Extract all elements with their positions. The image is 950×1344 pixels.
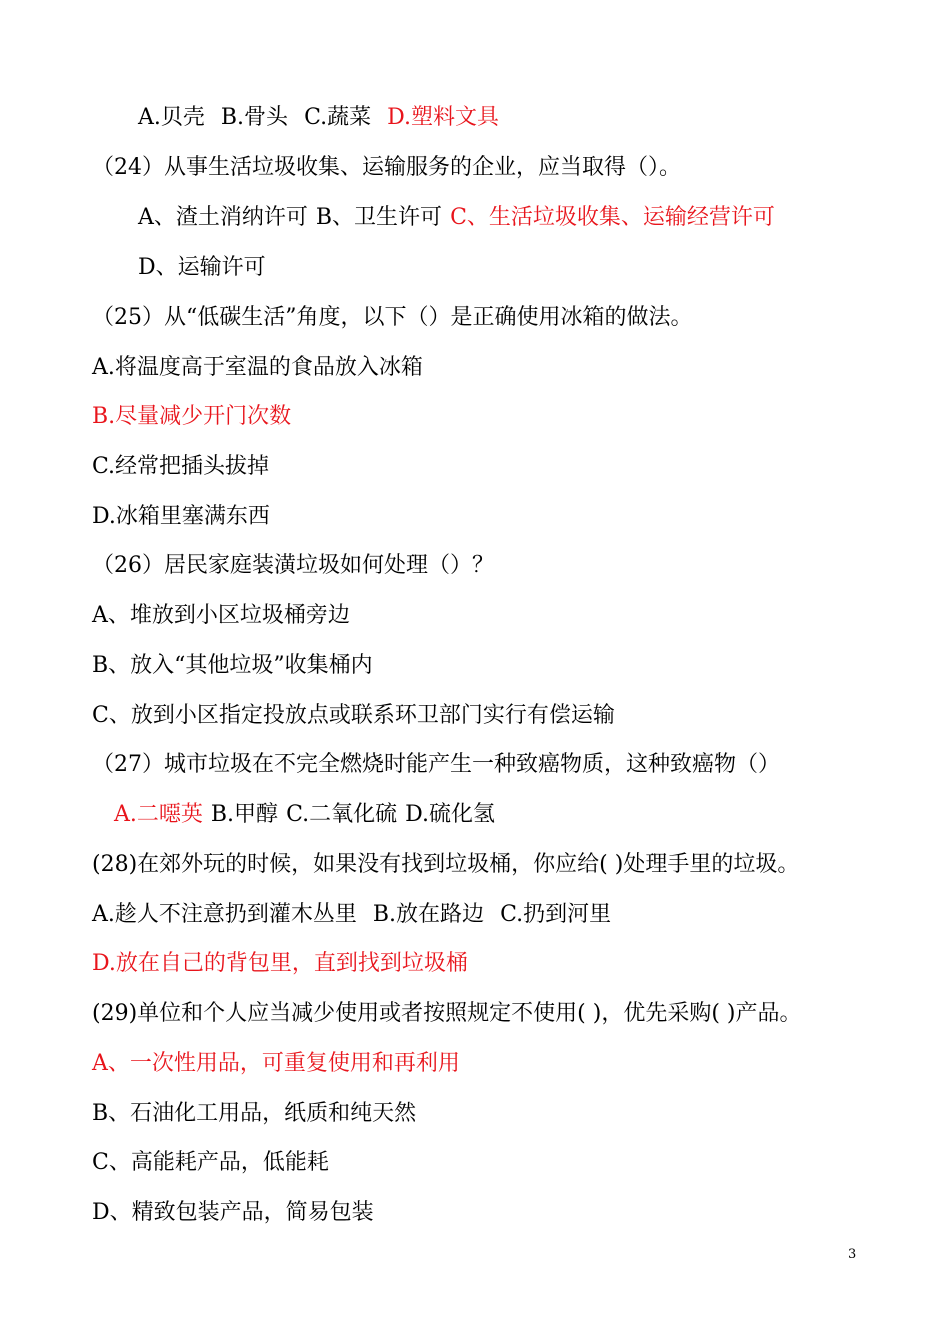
q26-option-c: C、放到小区指定投放点或联系环卫部门实行有偿运输 <box>92 703 615 728</box>
q26-option-b: B、放入“其他垃圾”收集桶内 <box>92 653 373 678</box>
q29-option-b: B、石油化工用品，纸质和纯天然 <box>92 1101 417 1126</box>
q28-option-b: B.放在路边 <box>372 902 485 927</box>
q26-stem: （26）居民家庭装潢垃圾如何处理（）？ <box>92 553 494 578</box>
q27-stem: （27）城市垃圾在不完全燃烧时能产生一种致癌物质，这种致癌物（） <box>92 752 780 777</box>
q25-stem: （25）从“低碳生活”角度，以下（）是正确使用冰箱的做法。 <box>92 305 693 330</box>
q27-option-b: B.甲醇 <box>210 802 279 827</box>
q28-option-d-answer: D.放在自己的背包里，直到找到垃圾桶 <box>92 951 468 976</box>
q27-option-a-answer: A.二噁英 <box>114 802 203 827</box>
q23-option-c: C.蔬菜 <box>304 105 372 130</box>
q24-option-a: A、渣土消纳许可 <box>138 205 308 230</box>
q23-option-a: A.贝壳 <box>138 105 205 130</box>
q27-option-c: C.二氧化硫 <box>286 802 398 827</box>
q25-option-b-answer: B.尽量减少开门次数 <box>92 404 292 429</box>
q24-option-d: D、运输许可 <box>138 255 266 280</box>
q29-option-c: C、高能耗产品，低能耗 <box>92 1150 329 1175</box>
q26-option-a: A、堆放到小区垃圾桶旁边 <box>92 603 350 628</box>
q25-option-c: C.经常把插头拔掉 <box>92 454 270 479</box>
q24-stem: （24）从事生活垃圾收集、运输服务的企业，应当取得（）。 <box>92 155 681 180</box>
q29-stem: (29)单位和个人应当减少使用或者按照规定不使用( )，优先采购( )产品。 <box>92 1001 802 1026</box>
q28-stem: (28)在郊外玩的时候，如果没有找到垃圾桶，你应给( )处理手里的垃圾。 <box>92 852 800 877</box>
q28-option-c: C.扔到河里 <box>500 902 612 927</box>
q24-options-row <box>138 203 775 233</box>
q24-option-c-answer: C、生活垃圾收集、运输经营许可 <box>450 205 775 230</box>
q23-option-b: B.骨头 <box>220 105 289 130</box>
q23-options-row <box>138 103 499 133</box>
q27-option-d: D.硫化氢 <box>405 802 495 827</box>
q29-option-d: D、精致包装产品，简易包装 <box>92 1200 374 1225</box>
q25-option-d: D.冰箱里塞满东西 <box>92 504 270 529</box>
q25-option-a: A.将温度高于室温的食品放入冰箱 <box>92 355 423 380</box>
q27-options-row <box>114 800 495 830</box>
q23-option-d-answer: D.塑料文具 <box>387 105 499 130</box>
q24-option-b: B、卫生许可 <box>315 205 443 230</box>
q29-option-a-answer: A、一次性用品，可重复使用和再利用 <box>92 1051 460 1076</box>
q28-option-a: A.趁人不注意扔到灌木丛里 <box>92 902 357 927</box>
q28-options-row <box>92 900 611 930</box>
page-number: 3 <box>848 1247 857 1262</box>
